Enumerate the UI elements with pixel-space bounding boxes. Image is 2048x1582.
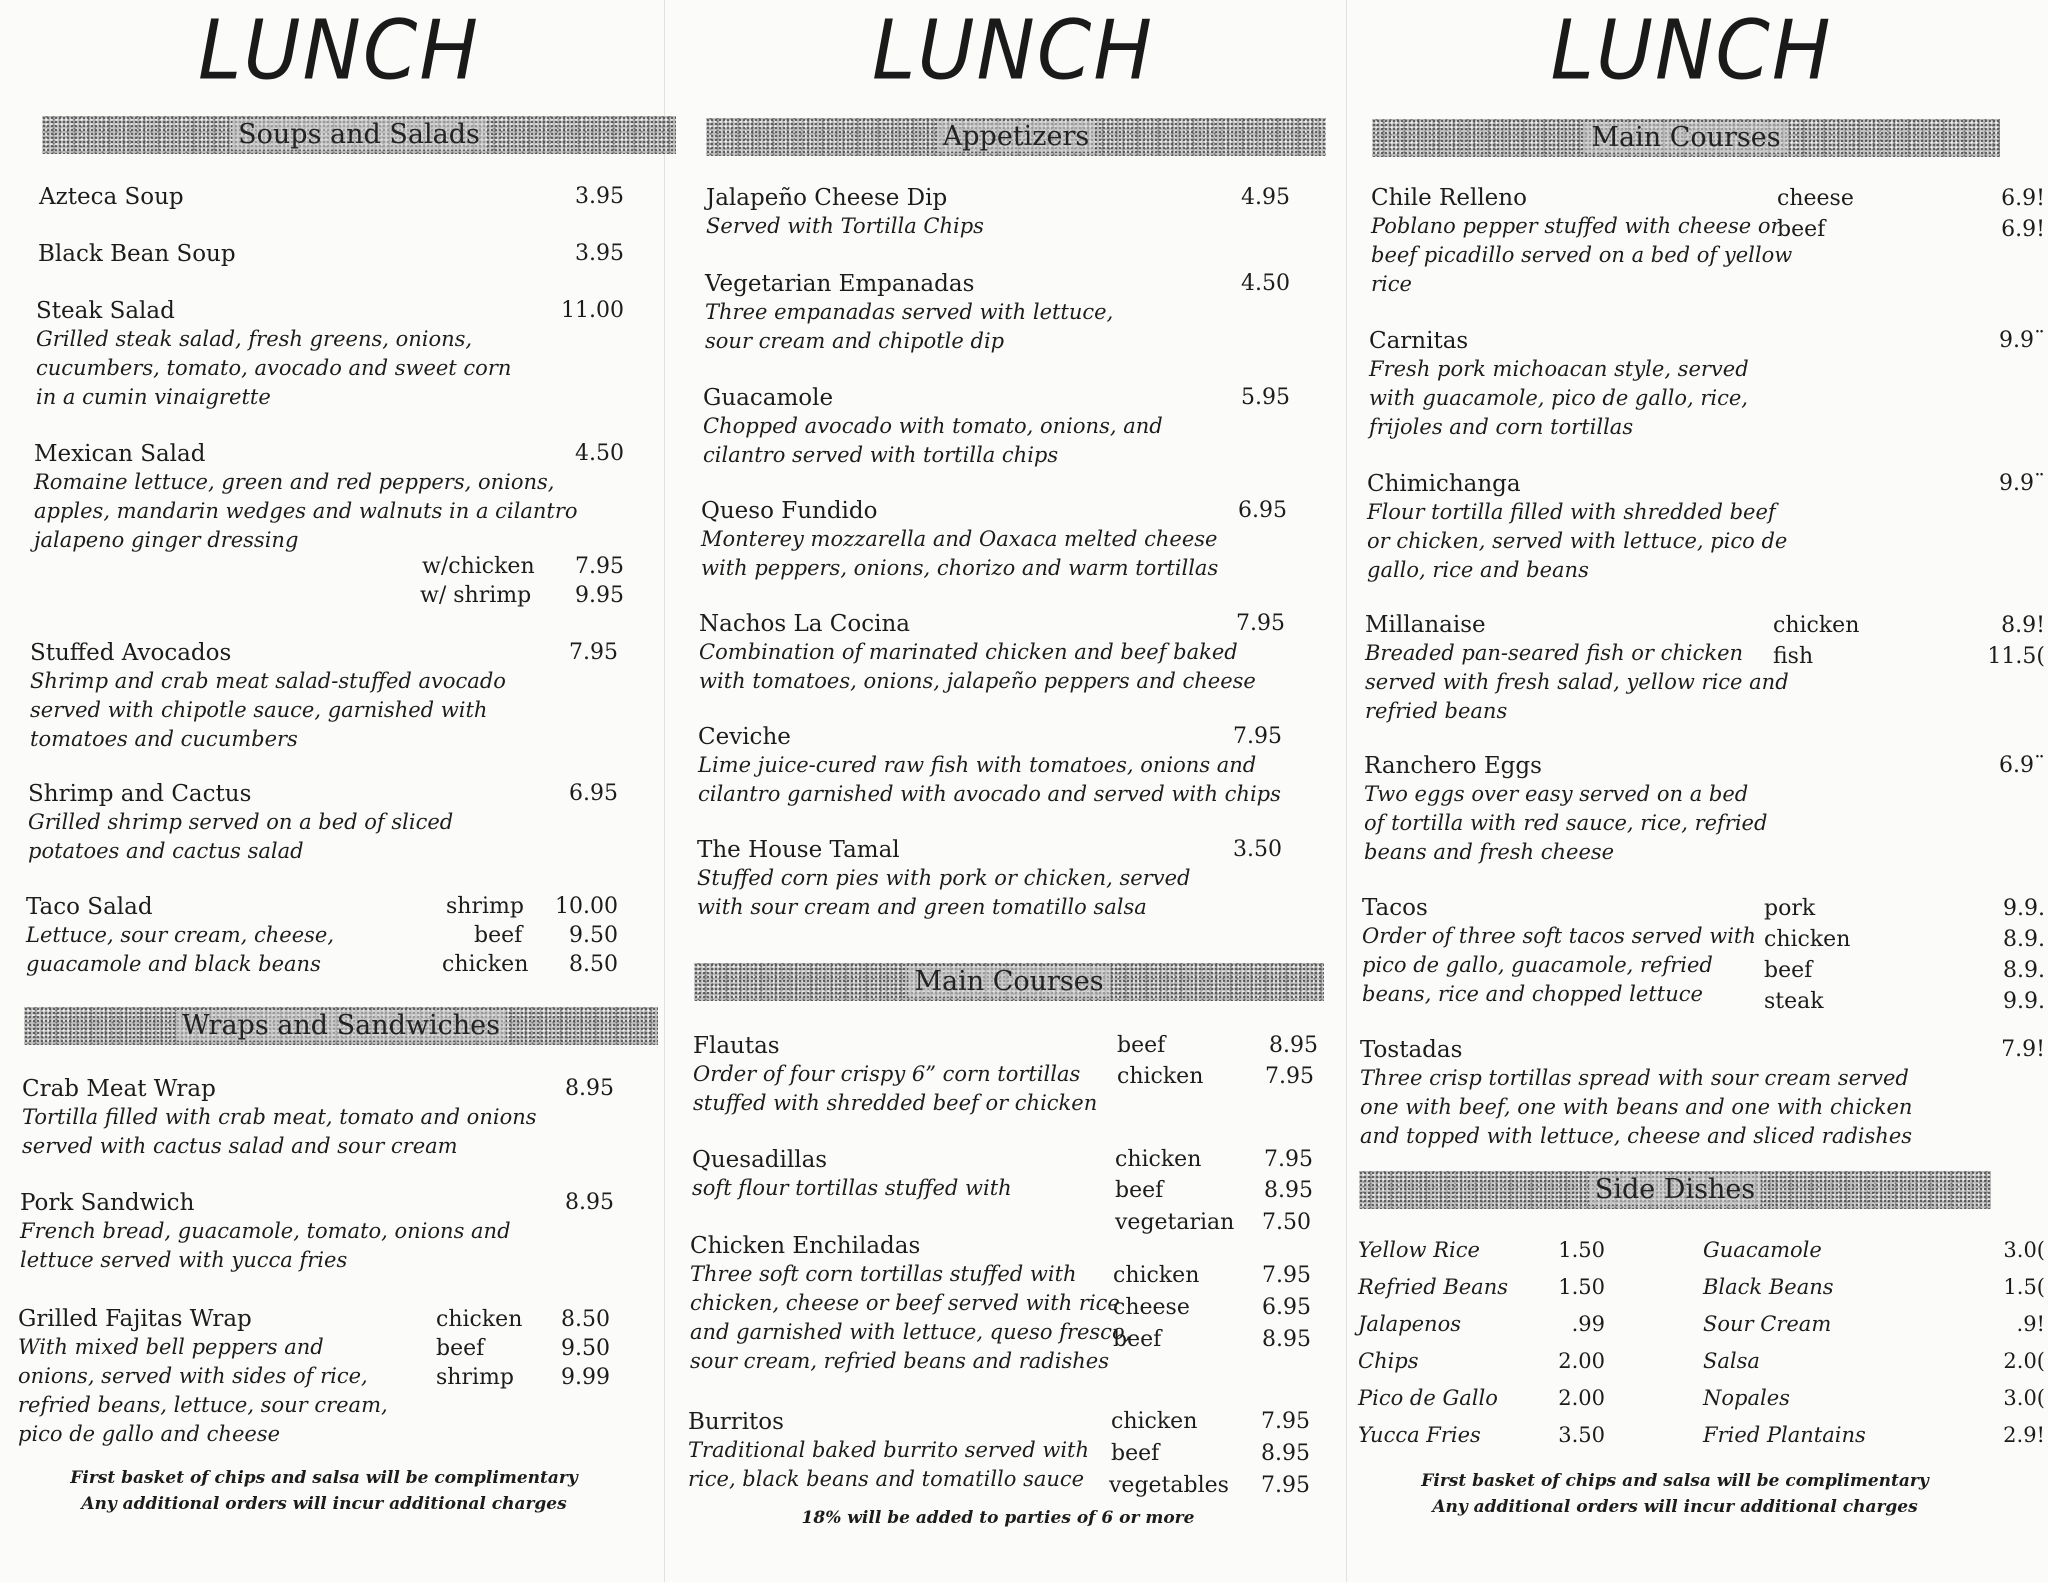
item-name: Burritos <box>688 1409 784 1435</box>
menu-item-jalapeno-cheese-dip <box>706 184 984 241</box>
variant-price: 8.95 <box>1269 1033 1318 1058</box>
item-desc-line: rice, black beans and tomatillo sauce <box>688 1467 1085 1491</box>
menu-panel-right <box>1355 0 2048 1582</box>
menu-item-vegetarian-empanadas <box>705 270 1113 356</box>
side-dish-name: Nopales <box>1703 1386 1790 1410</box>
variant-label: beef <box>436 1336 485 1361</box>
menu-item-millanaise <box>1365 611 1789 726</box>
item-name: Ranchero Eggs <box>1364 753 1542 779</box>
variant-label: shrimp <box>436 1365 514 1390</box>
variant-price: 11.5( <box>1987 644 2045 669</box>
page-fold-left <box>664 0 665 1582</box>
side-dish-price: 3.50 <box>1558 1423 1605 1447</box>
item-desc-line: refried beans <box>1365 699 1508 723</box>
variant-label: shrimp <box>446 894 524 919</box>
variant-price: 10.00 <box>555 894 618 919</box>
variant-label: chicken <box>436 1307 523 1332</box>
variant-label: cheese <box>1113 1295 1190 1320</box>
variant-price: 6.9! <box>2001 186 2045 211</box>
side-dish-name: Yellow Rice <box>1358 1238 1480 1262</box>
item-name: Carnitas <box>1369 328 1469 354</box>
item-name: Jalapeño Cheese Dip <box>706 185 948 211</box>
item-price: 6.95 <box>1238 498 1287 523</box>
menu-item-quesadillas <box>692 1146 1012 1203</box>
item-name: Black Bean Soup <box>38 241 236 267</box>
item-name: Tacos <box>1362 895 1428 921</box>
menu-item-tacos <box>1362 894 1756 1009</box>
item-desc-line: Grilled shrimp served on a bed of sliced <box>28 810 454 834</box>
item-desc-line: Grilled steak salad, fresh greens, onions, <box>36 327 473 351</box>
item-desc-line: guacamole and black beans <box>26 952 321 976</box>
menu-panel-middle <box>688 0 1338 1582</box>
item-desc-line: French bread, guacamole, tomato, onions and <box>20 1219 511 1243</box>
variant-label: chicken <box>1764 927 1851 952</box>
menu-item-black-bean-soup <box>38 240 236 268</box>
variant-label: chicken <box>1773 613 1860 638</box>
item-desc-line: onions, served with sides of rice, <box>18 1364 368 1388</box>
item-desc-line: beans, rice and chopped lettuce <box>1362 982 1703 1006</box>
variant-price: 9.50 <box>561 1336 610 1361</box>
side-dish-price: 3.0( <box>2003 1386 2045 1410</box>
section-header-appetizers: Appetizers <box>706 118 1326 156</box>
variant-price: 9.95 <box>575 583 624 608</box>
footer-line: 18% will be added to parties of 6 or more <box>801 1508 1195 1528</box>
variant-label: w/ shrimp <box>420 583 532 608</box>
variant-label: vegetables <box>1109 1473 1229 1498</box>
variant-price: 8.9! <box>2001 613 2045 638</box>
section-header-main-courses: Main Courses <box>1372 119 2000 157</box>
item-name: The House Tamal <box>697 837 900 863</box>
item-name: Vegetarian Empanadas <box>705 271 975 297</box>
item-desc-line: Shrimp and crab meat salad-stuffed avocado <box>30 669 506 693</box>
variant-price: 8.9. <box>2003 927 2045 952</box>
menu-item-chile-relleno <box>1371 184 1792 299</box>
variant-price: 7.95 <box>1262 1263 1311 1288</box>
variant-label: steak <box>1764 989 1824 1014</box>
item-name: Tostadas <box>1360 1037 1463 1063</box>
variant-price: 6.9! <box>2001 217 2045 242</box>
footer-line: First basket of chips and salsa will be complimentary <box>1421 1471 1929 1491</box>
item-desc-line: of tortilla with red sauce, rice, refried <box>1364 811 1768 835</box>
item-name: Steak Salad <box>36 298 175 324</box>
item-price: 5.95 <box>1241 385 1290 410</box>
item-price: 7.9! <box>2001 1037 2045 1062</box>
section-header-wraps: Wraps and Sandwiches <box>24 1007 658 1045</box>
item-name: Ceviche <box>698 724 791 750</box>
item-desc-line: Romaine lettuce, green and red peppers, onions, <box>34 470 555 494</box>
item-price: 7.95 <box>1233 724 1282 749</box>
footer-note <box>758 1505 1238 1531</box>
item-price: 3.95 <box>575 184 624 209</box>
item-desc-line: Chopped avocado with tomato, onions, and <box>703 414 1163 438</box>
variant-label: chicken <box>1117 1064 1204 1089</box>
variant-price: 7.95 <box>1264 1147 1313 1172</box>
item-desc-line: served with fresh salad, yellow rice and <box>1365 670 1789 694</box>
item-desc-line: Lime juice-cured raw fish with tomatoes, onions and <box>698 753 1257 777</box>
variant-price: 9.9. <box>2003 989 2045 1014</box>
item-desc-line: jalapeno ginger dressing <box>34 528 299 552</box>
variant-label: beef <box>1764 958 1813 983</box>
variant-price: 7.95 <box>1261 1409 1310 1434</box>
item-desc-line: Order of three soft tacos served with <box>1362 924 1756 948</box>
side-dish-price: .9! <box>2016 1312 2045 1336</box>
item-price: 4.95 <box>1241 185 1290 210</box>
item-name: Grilled Fajitas Wrap <box>18 1306 252 1332</box>
item-desc-line: cilantro served with tortilla chips <box>703 443 1059 467</box>
menu-item-ranchero-eggs <box>1364 752 1767 867</box>
item-desc-line: chicken, cheese or beef served with rice <box>690 1291 1120 1315</box>
item-desc-line: with tomatoes, onions, jalapeño peppers and cheese <box>699 669 1256 693</box>
variant-label: beef <box>1113 1327 1162 1352</box>
item-desc-line: with peppers, onions, chorizo and warm tortillas <box>701 556 1219 580</box>
item-price: 9.9¨ <box>1999 471 2045 496</box>
menu-item-taco-salad <box>26 893 334 979</box>
menu-item-steak-salad <box>36 297 511 412</box>
item-desc-line: gallo, rice and beans <box>1367 558 1589 582</box>
side-dish-name: Yucca Fries <box>1358 1423 1481 1447</box>
item-desc-line: apples, mandarin wedges and walnuts in a cilantro <box>34 499 578 523</box>
variant-price: 7.95 <box>1265 1064 1314 1089</box>
side-dish-name: Refried Beans <box>1358 1275 1508 1299</box>
variant-price: 9.9. <box>2003 896 2045 921</box>
menu-item-chicken-enchiladas <box>690 1232 1131 1376</box>
variant-price: 8.50 <box>569 952 618 977</box>
side-dish-price: 2.00 <box>1558 1386 1605 1410</box>
footer-line: First basket of chips and salsa will be complimentary <box>70 1468 578 1488</box>
side-dish-name: Black Beans <box>1703 1275 1834 1299</box>
item-price: 4.50 <box>575 441 624 466</box>
item-desc-line: sour cream and chipotle dip <box>705 329 1005 353</box>
item-price: 8.95 <box>565 1076 614 1101</box>
item-desc-line: tomatoes and cucumbers <box>30 727 298 751</box>
menu-item-flautas <box>693 1032 1097 1118</box>
variant-label: beef <box>474 923 523 948</box>
menu-item-queso-fundido <box>701 497 1218 583</box>
panel-title: LUNCH <box>1550 3 1833 99</box>
item-desc-line: Flour tortilla filled with shredded beef <box>1367 500 1776 524</box>
variant-label: fish <box>1773 644 1814 669</box>
menu-panel-left <box>14 0 664 1582</box>
item-desc-line: Three empanadas served with lettuce, <box>705 300 1114 324</box>
variant-label: chicken <box>1111 1409 1198 1434</box>
menu-item-pork-sandwich <box>20 1189 511 1275</box>
item-price: 6.9¨ <box>1999 753 2045 778</box>
item-desc-line: rice <box>1371 272 1412 296</box>
variant-price: 7.50 <box>1262 1210 1311 1235</box>
item-price: 11.00 <box>561 298 624 323</box>
item-desc-line: soft flour tortillas stuffed with <box>692 1176 1012 1200</box>
item-desc-line: Order of four crispy 6” corn tortillas <box>693 1062 1081 1086</box>
item-name: Chile Relleno <box>1371 185 1527 211</box>
variant-price: 8.95 <box>1262 1327 1311 1352</box>
item-name: Queso Fundido <box>701 498 878 524</box>
item-desc-line: Combination of marinated chicken and beef baked <box>699 640 1238 664</box>
item-name: Millanaise <box>1365 612 1486 638</box>
menu-item-chimichanga <box>1367 470 1787 585</box>
item-desc-line: Traditional baked burrito served with <box>688 1438 1090 1462</box>
item-name: Quesadillas <box>692 1147 828 1173</box>
menu-item-crab-meat-wrap <box>22 1075 537 1161</box>
item-desc-line: with guacamole, pico de gallo, rice, <box>1369 386 1748 410</box>
footer-line: Any additional orders will incur additional charges <box>1432 1497 1918 1517</box>
variant-price: 7.95 <box>1261 1473 1310 1498</box>
item-price: 8.95 <box>565 1190 614 1215</box>
item-price: 6.95 <box>569 781 618 806</box>
item-desc-line: Three soft corn tortillas stuffed with <box>690 1262 1077 1286</box>
section-header-side-dishes: Side Dishes <box>1359 1171 1991 1209</box>
item-name: Stuffed Avocados <box>30 640 232 666</box>
panel-title: LUNCH <box>197 3 480 99</box>
side-dish-price: .99 <box>1571 1312 1605 1336</box>
variant-label: chicken <box>442 952 529 977</box>
variant-price: 9.99 <box>561 1365 610 1390</box>
variant-label: beef <box>1777 217 1826 242</box>
item-name: Chimichanga <box>1367 471 1521 497</box>
variant-label: w/chicken <box>422 554 535 579</box>
item-desc-line: refried beans, lettuce, sour cream, <box>18 1393 388 1417</box>
item-desc-line: beans and fresh cheese <box>1364 840 1615 864</box>
item-desc-line: Served with Tortilla Chips <box>706 214 984 238</box>
item-desc-line: beef picadillo served on a bed of yellow <box>1371 243 1793 267</box>
menu-item-azteca-soup <box>39 183 184 211</box>
variant-label: chicken <box>1113 1263 1200 1288</box>
item-price: 7.95 <box>569 640 618 665</box>
variant-price: 8.50 <box>561 1307 610 1332</box>
item-name: Flautas <box>693 1033 780 1059</box>
item-desc-line: Three crisp tortillas spread with sour cream served <box>1360 1066 1909 1090</box>
item-desc-line: served with cactus salad and sour cream <box>22 1134 458 1158</box>
item-price: 4.50 <box>1241 271 1290 296</box>
side-dish-price: 1.50 <box>1558 1275 1605 1299</box>
side-dish-price: 1.5( <box>2003 1275 2045 1299</box>
variant-label: beef <box>1115 1178 1164 1203</box>
footer-note <box>1405 1468 1945 1520</box>
footer-line: Any additional orders will incur additional charges <box>81 1494 567 1514</box>
variant-price: 9.50 <box>569 923 618 948</box>
section-header-soups: Soups and Salads <box>42 116 676 154</box>
menu-item-tostadas <box>1360 1036 1912 1151</box>
section-header-main-courses: Main Courses <box>694 963 1324 1001</box>
item-name: Mexican Salad <box>34 441 206 467</box>
item-desc-line: lettuce served with yucca fries <box>20 1248 348 1272</box>
item-name: Crab Meat Wrap <box>22 1076 216 1102</box>
item-desc-line: Monterey mozzarella and Oaxaca melted cheese <box>701 527 1218 551</box>
item-desc-line: frijoles and corn tortillas <box>1369 415 1634 439</box>
item-desc-line: cilantro garnished with avocado and served with chips <box>698 782 1281 806</box>
side-dish-price: 2.00 <box>1558 1349 1605 1373</box>
variant-price: 7.95 <box>575 554 624 579</box>
variant-label: chicken <box>1115 1147 1202 1172</box>
side-dish-name: Salsa <box>1703 1349 1760 1373</box>
menu-item-mexican-salad <box>34 440 578 555</box>
item-desc-line: stuffed with shredded beef or chicken <box>693 1091 1098 1115</box>
side-dish-price: 2.0( <box>2003 1349 2045 1373</box>
panel-title: LUNCH <box>871 3 1154 99</box>
variant-label: pork <box>1764 896 1816 921</box>
item-desc-line: one with beef, one with beans and one with chicken <box>1360 1095 1913 1119</box>
item-name: Guacamole <box>703 385 834 411</box>
item-name: Chicken Enchiladas <box>690 1233 921 1259</box>
item-name: Pork Sandwich <box>20 1190 195 1216</box>
item-price: 3.50 <box>1233 837 1282 862</box>
variant-price: 6.95 <box>1262 1295 1311 1320</box>
item-desc-line: pico de gallo, guacamole, refried <box>1362 953 1713 977</box>
side-dish-name: Chips <box>1358 1349 1419 1373</box>
item-desc-line: Poblano pepper stuffed with cheese or <box>1371 214 1781 238</box>
item-name: Shrimp and Cactus <box>28 781 252 807</box>
menu-item-guacamole <box>703 384 1163 470</box>
side-dish-name: Sour Cream <box>1703 1312 1832 1336</box>
side-dish-name: Fried Plantains <box>1703 1423 1866 1447</box>
menu-item-carnitas <box>1369 327 1749 442</box>
item-desc-line: or chicken, served with lettuce, pico de <box>1367 529 1788 553</box>
item-price: 7.95 <box>1236 611 1285 636</box>
footer-note <box>54 1465 594 1517</box>
menu-item-grilled-fajitas-wrap <box>18 1305 388 1449</box>
item-desc-line: Stuffed corn pies with pork or chicken, served <box>697 866 1191 890</box>
item-price: 9.9¨ <box>1999 328 2045 353</box>
item-desc-line: with sour cream and green tomatillo salsa <box>697 895 1147 919</box>
variant-label: cheese <box>1777 186 1854 211</box>
item-desc-line: Fresh pork michoacan style, served <box>1369 357 1749 381</box>
item-desc-line: sour cream, refried beans and radishes <box>690 1349 1109 1373</box>
item-desc-line: Lettuce, sour cream, cheese, <box>26 923 335 947</box>
item-name: Taco Salad <box>26 894 153 920</box>
variant-price: 8.9. <box>2003 958 2045 983</box>
item-desc-line: in a cumin vinaigrette <box>36 385 271 409</box>
side-dish-price: 3.0( <box>2003 1238 2045 1262</box>
item-desc-line: With mixed bell peppers and <box>18 1335 324 1359</box>
item-name: Azteca Soup <box>39 184 184 210</box>
variant-price: 8.95 <box>1264 1178 1313 1203</box>
menu-item-house-tamal <box>697 836 1190 922</box>
item-desc-line: Two eggs over easy served on a bed <box>1364 782 1749 806</box>
variant-label: vegetarian <box>1115 1210 1235 1235</box>
item-desc-line: served with chipotle sauce, garnished with <box>30 698 488 722</box>
menu-item-stuffed-avocados <box>30 639 506 754</box>
item-desc-line: and garnished with lettuce, queso fresco, <box>690 1320 1132 1344</box>
menu-item-shrimp-and-cactus <box>28 780 453 866</box>
item-desc-line: potatoes and cactus salad <box>28 839 304 863</box>
item-desc-line: cucumbers, tomato, avocado and sweet corn <box>36 356 512 380</box>
item-desc-line: Tortilla filled with crab meat, tomato and onions <box>22 1105 537 1129</box>
menu-item-burritos <box>688 1408 1089 1494</box>
variant-price: 8.95 <box>1261 1441 1310 1466</box>
item-desc-line: Breaded pan-seared fish or chicken <box>1365 641 1744 665</box>
variant-label: beef <box>1111 1441 1160 1466</box>
item-name: Nachos La Cocina <box>699 611 910 637</box>
side-dish-name: Jalapenos <box>1358 1312 1461 1336</box>
item-desc-line: and topped with lettuce, cheese and sliced radishes <box>1360 1124 1913 1148</box>
item-desc-line: pico de gallo and cheese <box>18 1422 281 1446</box>
page-fold-right <box>1346 0 1347 1582</box>
side-dish-name: Pico de Gallo <box>1358 1386 1498 1410</box>
side-dish-price: 1.50 <box>1558 1238 1605 1262</box>
variant-label: beef <box>1117 1033 1166 1058</box>
side-dish-name: Guacamole <box>1703 1238 1822 1262</box>
item-price: 3.95 <box>575 241 624 266</box>
side-dish-price: 2.9! <box>2003 1423 2045 1447</box>
